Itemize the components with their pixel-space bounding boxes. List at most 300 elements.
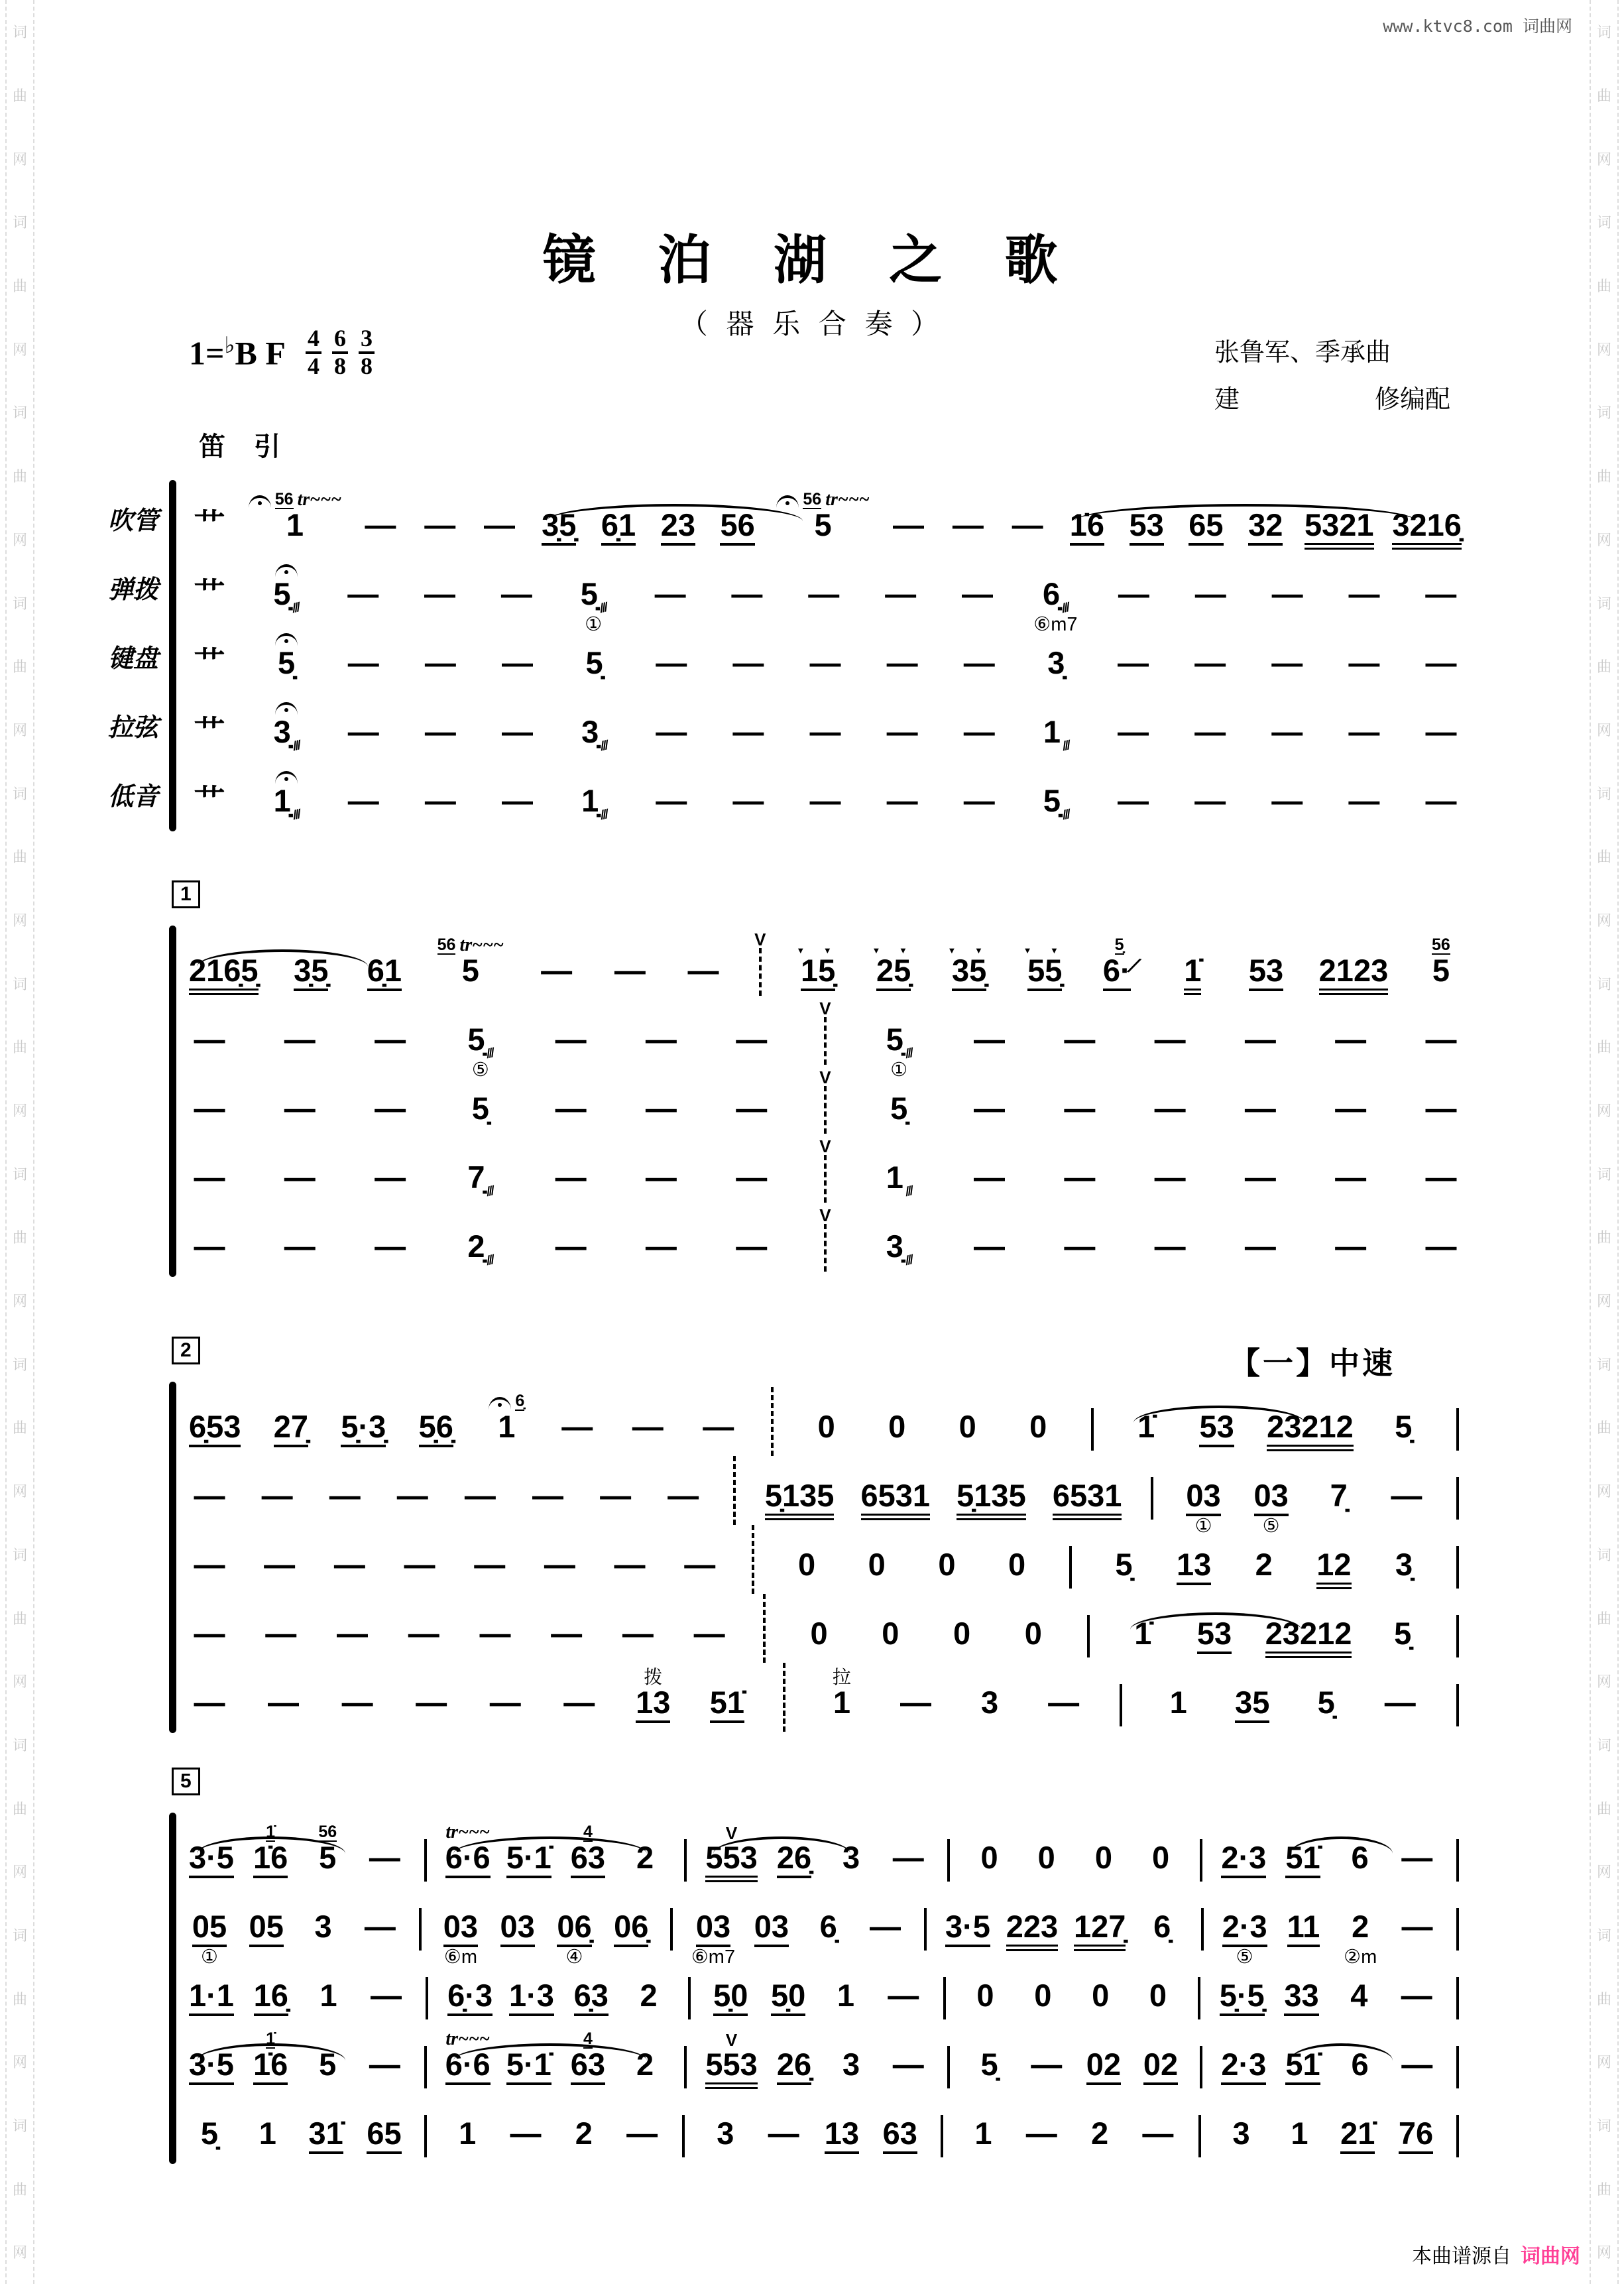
rest-dash: — <box>808 576 840 611</box>
note-cell <box>632 1663 673 1730</box>
note-cell <box>1319 931 1389 998</box>
rest-dash: — <box>1384 1685 1416 1720</box>
bar-line <box>416 1887 424 1951</box>
note-cell <box>1282 1818 1323 1886</box>
note-cell <box>1079 2094 1120 2161</box>
rest-dash: — <box>622 1616 654 1651</box>
note-digits: 5̣ <box>580 576 598 611</box>
note-cell <box>825 1956 866 2023</box>
note-cell <box>1022 1956 1063 2023</box>
watermark-char: 曲 <box>1596 1990 1611 2008</box>
grace-notes: 5̣ <box>1114 935 1124 954</box>
rehearsal-marker: 5 <box>172 1768 200 1795</box>
note-cell <box>1158 1663 1199 1730</box>
note-cell <box>1382 1594 1423 1661</box>
note-digits: 1̣ <box>273 783 291 818</box>
note-cell <box>821 2094 862 2161</box>
note-cell <box>1026 1818 1067 1886</box>
staff-row <box>169 1456 1462 1537</box>
note-cell <box>266 692 307 760</box>
note-cell <box>1194 1594 1235 1661</box>
note-cell <box>189 1387 241 1455</box>
rest-dash: — <box>809 645 841 680</box>
note-cell <box>538 485 579 553</box>
note-digits: 5̣·5̣ <box>1220 1980 1265 2016</box>
note-digits: 艹 <box>194 576 225 611</box>
note-digits: 553 <box>705 2049 757 2089</box>
note-cell <box>878 1000 919 1081</box>
tremolo-mark: /// <box>485 1184 495 1200</box>
breath-mark: V <box>819 1205 831 1225</box>
note-digits: 6̣ <box>1042 576 1061 611</box>
note-digits: 35 <box>1235 1687 1269 1723</box>
note-digits: 3̣ <box>273 714 291 749</box>
note-cell <box>1080 1956 1121 2023</box>
note-digits: 6̣ <box>819 1909 837 1944</box>
note-digits: 56 <box>720 509 754 546</box>
watermark-char: 词 <box>1596 975 1611 992</box>
watermark-char: 曲 <box>1596 1419 1611 1437</box>
note-cell <box>189 2094 230 2161</box>
note-cell <box>768 1956 809 2023</box>
system-3 <box>169 1339 1462 1732</box>
note-digits: 5·1̇ <box>506 2049 551 2085</box>
note-digits: 5̣ <box>886 1022 903 1057</box>
note-cell <box>306 2094 347 2161</box>
note-digits: 1 <box>259 2116 276 2151</box>
note-digits: 1 <box>1043 714 1061 749</box>
note-cell <box>1395 2094 1436 2161</box>
note-cell <box>947 1387 988 1455</box>
staff-row <box>107 692 1462 761</box>
rest-dash: — <box>1425 576 1457 611</box>
note-cell <box>445 1818 491 1886</box>
bar-line <box>1196 2094 1204 2157</box>
note-digits: 5 <box>1432 953 1450 988</box>
rest-dash: — <box>1244 1091 1276 1126</box>
note-cell <box>247 2094 288 2161</box>
watermark-char: 曲 <box>1596 88 1611 105</box>
note-cell <box>308 1956 349 2023</box>
note-digits: 1·3 <box>509 1980 554 2016</box>
note-digits: 5321 <box>1305 509 1374 550</box>
system-1 <box>107 485 1462 830</box>
watermark-char: 网 <box>12 341 27 358</box>
note-cell <box>856 1525 898 1593</box>
rest-dash: — <box>502 783 533 818</box>
note-cell <box>1172 931 1213 998</box>
bar-line <box>1454 1456 1462 1520</box>
rest-dash: — <box>656 645 687 680</box>
watermark-char: 网 <box>1596 1483 1611 1500</box>
composer-line1: 张鲁军、季承曲 <box>1214 339 1391 367</box>
note-cell <box>1392 485 1462 553</box>
rest-dash: — <box>1118 783 1149 818</box>
note-cell <box>707 1663 748 1730</box>
breath-mark: V <box>725 2030 738 2050</box>
watermark-char: 词 <box>12 595 27 612</box>
rest-dash: — <box>369 2047 400 2082</box>
notation-line <box>189 1594 1462 1663</box>
rest-dash: — <box>424 645 456 680</box>
note-digits: 02 <box>1143 2049 1178 2085</box>
note-digits: 6̣ <box>1153 1909 1171 1944</box>
bar-line <box>1454 1818 1462 1882</box>
watermark-char: 曲 <box>1596 1229 1611 1246</box>
system-2 <box>169 883 1462 1276</box>
chord-symbol: ① <box>1194 1516 1212 1537</box>
bar-line <box>681 2025 689 2088</box>
rest-dash: — <box>731 576 763 611</box>
rest-dash: — <box>261 1478 293 1513</box>
fermata-icon <box>489 1397 511 1410</box>
accent-marks: ▼ ▼ <box>796 945 840 955</box>
note-cell <box>1279 2094 1320 2161</box>
note-digits: 艹 <box>194 507 225 542</box>
rehearsal-marker: 1 <box>172 880 200 908</box>
rest-dash: — <box>347 714 379 749</box>
footer-credit <box>1412 2240 1580 2269</box>
rest-dash: — <box>408 1616 439 1651</box>
watermark-char: 曲 <box>12 2181 27 2198</box>
staff-row <box>169 1663 1462 1732</box>
bar-line <box>667 1887 675 1951</box>
note-digits: 5̣0 <box>771 1980 805 2016</box>
note-digits: 1 <box>498 1409 516 1444</box>
note-digits: 12 <box>1316 1549 1351 1589</box>
note-digits: 5̣ <box>1115 1547 1133 1582</box>
rest-dash: — <box>1064 1229 1096 1264</box>
technique-label: 拉 <box>832 1667 851 1687</box>
watermark-char: 曲 <box>12 88 27 105</box>
staff-row <box>169 1887 1462 1968</box>
note-digits: 27̣ <box>274 1411 308 1447</box>
tremolo-mark: /// <box>291 739 301 754</box>
bar-line <box>1454 1387 1462 1451</box>
rest-dash: — <box>424 507 456 542</box>
note-digits: 53 <box>1130 509 1164 546</box>
rest-dash: — <box>1154 1160 1186 1195</box>
bar-line <box>422 2025 430 2088</box>
note-digits: 1 <box>1291 2116 1308 2151</box>
watermark-char: 词 <box>1596 1736 1611 1754</box>
note-digits: 06̣ <box>557 1911 591 1947</box>
rest-dash: — <box>370 1978 402 2013</box>
note-cell <box>440 1887 481 1968</box>
note-cell <box>1340 1818 1381 1886</box>
rest-dash: — <box>892 2047 924 2082</box>
staff-row <box>169 1387 1462 1456</box>
note-cell <box>460 1000 501 1081</box>
watermark-char: 曲 <box>12 658 27 676</box>
breath-mark: V <box>819 1067 831 1087</box>
note-cell <box>1318 1456 1360 1524</box>
note-digits: 1 <box>459 2116 477 2151</box>
watermark-char: 曲 <box>12 1229 27 1246</box>
bar-line <box>423 1956 431 2019</box>
watermark-char: 词 <box>1596 404 1611 422</box>
note-digits: 3 <box>980 1685 999 1720</box>
note-digits: 6̣·3 <box>447 1980 493 2016</box>
note-cell <box>189 554 230 622</box>
bar-line <box>679 2094 687 2157</box>
rest-dash: — <box>1401 2047 1433 2082</box>
note-digits: 76 <box>1399 2118 1433 2154</box>
note-cell <box>1103 1525 1144 1593</box>
rest-dash: — <box>974 1022 1006 1057</box>
note-cell <box>872 931 915 998</box>
note-digits: 0 <box>882 1616 899 1651</box>
note-cell <box>1340 1887 1381 1968</box>
trill-mark: tr~~~ <box>825 489 870 510</box>
fermata-icon <box>776 495 799 508</box>
note-cell <box>1221 2025 1266 2092</box>
watermark-char: 曲 <box>12 1419 27 1437</box>
watermark-char: 词 <box>1596 785 1611 802</box>
note-digits: 1̣ <box>581 783 599 818</box>
note-digits: 63 <box>571 2049 605 2085</box>
note-digits: 6 <box>1351 1840 1369 1875</box>
note-cell <box>574 692 615 760</box>
note-digits: 55̣ <box>1027 955 1062 991</box>
instrument-label: 吹管 <box>107 507 158 535</box>
note-digits: 1 <box>286 507 304 542</box>
watermark-char: 曲 <box>12 1800 27 1817</box>
note-cell <box>1035 692 1076 760</box>
watermark-char: 词 <box>1596 1166 1611 1183</box>
rest-dash: — <box>693 1616 725 1651</box>
notation-line <box>189 554 1462 635</box>
rest-dash: — <box>347 645 379 680</box>
note-cell <box>506 1818 551 1886</box>
note-cell <box>416 1387 457 1455</box>
bar-line <box>760 1594 768 1663</box>
note-digits: 3 <box>717 2116 734 2151</box>
tremolo-mark: /// <box>485 1046 495 1062</box>
watermark-char: 网 <box>12 150 27 168</box>
note-digits: 11 <box>1287 1911 1320 1947</box>
watermark-char: 曲 <box>1596 1800 1611 1817</box>
rest-dash: — <box>424 783 456 818</box>
staff-row <box>169 1818 1462 1887</box>
bar-line <box>1197 2025 1205 2088</box>
rest-dash: — <box>1401 1978 1432 2013</box>
note-digits: 23212 <box>1267 1411 1354 1451</box>
note-cell <box>1053 1456 1122 1524</box>
chord-symbol: ① <box>890 1059 908 1081</box>
watermark-char: 词 <box>12 404 27 422</box>
tremolo-mark: /// <box>1061 808 1071 823</box>
rest-dash: — <box>336 1616 368 1651</box>
watermark-char: 词 <box>12 2118 27 2135</box>
rest-dash: — <box>555 1022 587 1057</box>
rest-dash: — <box>974 1160 1006 1195</box>
bar-line <box>1084 1594 1092 1657</box>
note-digits: 02 <box>1086 2049 1121 2085</box>
note-digits: 13 <box>636 1687 670 1723</box>
note-digits: 53 <box>1199 1411 1234 1447</box>
note-digits: 127̣ <box>1074 1911 1126 1951</box>
watermark-char: 词 <box>1596 595 1611 612</box>
watermark-char: 词 <box>12 1166 27 1183</box>
rest-dash: — <box>885 576 917 611</box>
rest-dash: — <box>614 953 646 988</box>
note-cell <box>1099 931 1140 998</box>
note-cell <box>266 554 307 622</box>
rest-dash: — <box>502 645 533 680</box>
note-digits: 7̣ <box>1330 1478 1348 1513</box>
grace-notes: 56 <box>437 935 456 954</box>
note-cell <box>437 931 504 998</box>
rest-dash: — <box>1348 714 1380 749</box>
note-digits: 0 <box>817 1409 835 1444</box>
grace-notes: 6̣ <box>515 1392 525 1410</box>
note-digits: 1 <box>837 1978 854 2013</box>
footer-prefix: 本曲谱源自 <box>1412 2246 1511 2267</box>
note-digits: 23212 <box>1265 1618 1352 1658</box>
watermark-char: 曲 <box>12 1990 27 2008</box>
rest-dash: — <box>1391 1478 1422 1513</box>
note-cell <box>189 761 230 829</box>
key-signature: 1=♭B F <box>189 333 286 373</box>
note-digits: 0 <box>797 1547 816 1582</box>
note-digits: 5̣ <box>1395 1409 1413 1444</box>
note-digits: 5̣ <box>1394 1616 1412 1651</box>
note-digits: 51̇ <box>710 1687 744 1723</box>
note-cell <box>1183 1456 1224 1537</box>
note-digits: 艹 <box>194 714 225 749</box>
note-cell <box>1017 1387 1059 1455</box>
rest-dash: — <box>768 2116 799 2151</box>
note-cell <box>574 623 615 691</box>
rest-dash: — <box>265 1616 297 1651</box>
note-digits: 0 <box>953 1616 971 1651</box>
note-cell <box>948 931 991 998</box>
rest-dash: — <box>483 507 515 542</box>
note-cell <box>1067 485 1108 553</box>
rest-dash: — <box>869 1909 901 1944</box>
note-digits: 3̣ <box>1047 645 1065 680</box>
rest-dash: — <box>1064 1160 1096 1195</box>
note-digits: 5̣ <box>467 1022 485 1057</box>
note-digits: 25̣ <box>876 955 911 991</box>
note-digits: 6 <box>1351 2047 1369 2082</box>
watermark-char: 网 <box>1596 912 1611 929</box>
bar-line <box>1088 1387 1096 1451</box>
bar-line <box>1195 1956 1203 2019</box>
rest-dash: — <box>563 1685 595 1720</box>
note-cell <box>506 2025 551 2092</box>
rest-dash: — <box>1425 1229 1457 1264</box>
notation-line <box>189 485 1462 554</box>
note-cell <box>1232 1663 1273 1730</box>
note-digits: 05 <box>249 1911 284 1947</box>
rehearsal-marker: 2 <box>172 1337 200 1364</box>
rest-dash: — <box>886 783 918 818</box>
watermark-char: 曲 <box>1596 468 1611 485</box>
rest-dash: — <box>284 1022 316 1057</box>
grace-notes: 56 <box>318 1823 337 1841</box>
rest-dash: — <box>736 1229 768 1264</box>
note-digits: 5̣ <box>200 2116 219 2151</box>
bar-line <box>1117 1663 1125 1726</box>
rest-dash: — <box>656 714 687 749</box>
note-digits: 03 <box>443 1911 478 1947</box>
note-digits: 0 <box>1151 1840 1170 1875</box>
grace-notes: 1̇ <box>266 2029 276 2048</box>
rest-dash: — <box>1154 1022 1186 1057</box>
note-digits: 3̣ <box>581 714 599 749</box>
rest-dash: — <box>1118 645 1149 680</box>
note-digits: 2123 <box>1319 955 1389 995</box>
note-cell <box>303 1887 344 1954</box>
rest-dash: — <box>974 1229 1006 1264</box>
rest-dash: — <box>489 1685 521 1720</box>
bar-line <box>730 1456 738 1525</box>
note-cell <box>1083 1818 1124 1886</box>
staff-row <box>169 2025 1462 2094</box>
note-cell <box>861 1456 931 1524</box>
note-digits: 0 <box>1037 1840 1055 1875</box>
note-cell <box>1221 1818 1266 1886</box>
note-cell <box>364 931 405 998</box>
bar-line <box>1454 1956 1462 2019</box>
rest-dash: — <box>194 1685 225 1720</box>
rest-dash: — <box>268 1685 300 1720</box>
fermata-icon <box>275 633 298 646</box>
note-digits: 32 <box>1248 509 1283 546</box>
note-cell <box>1340 2025 1381 2092</box>
note-cell <box>250 2025 291 2092</box>
note-digits: 0 <box>1094 1840 1112 1875</box>
note-digits: 31̇ <box>309 2118 343 2154</box>
note-cell <box>1185 485 1226 553</box>
bar-line <box>1454 2025 1462 2088</box>
note-cell <box>1282 2025 1323 2092</box>
bar-line <box>1454 2094 1462 2157</box>
fermata-icon <box>275 564 298 577</box>
system-4 <box>169 1770 1462 2163</box>
notation-line <box>189 2094 1462 2163</box>
notation-line <box>189 2025 1462 2094</box>
note-digits: 0 <box>868 1547 886 1582</box>
tremolo-mark: /// <box>1060 601 1071 617</box>
note-cell <box>249 485 341 553</box>
note-cell <box>250 1818 291 1886</box>
note-cell <box>941 1594 982 1661</box>
time-signatures <box>306 326 375 379</box>
note-digits: 3 <box>1232 2116 1250 2151</box>
note-digits: 1 <box>833 1685 850 1720</box>
notation-line <box>189 761 1462 830</box>
rest-dash: — <box>1154 1229 1186 1264</box>
left-watermark-column <box>5 0 34 2284</box>
bar-line <box>780 1663 788 1732</box>
note-digits: 3 <box>842 1840 860 1875</box>
grace-notes: 1̇ <box>266 1823 276 1841</box>
note-cell <box>705 2025 757 2092</box>
note-digits: 3·5 <box>945 1911 990 1947</box>
note-cell <box>808 1887 849 1954</box>
note-cell <box>270 1387 312 1455</box>
site-url[interactable]: www.ktvc8.com 词曲网 <box>1383 17 1572 36</box>
footer-brand-link[interactable]: 词曲网 <box>1521 2246 1580 2267</box>
rest-dash: — <box>1244 1160 1276 1195</box>
note-cell <box>1338 1956 1379 2023</box>
rest-dash: — <box>961 576 993 611</box>
note-cell <box>1220 1956 1265 2023</box>
note-cell <box>1196 1387 1238 1455</box>
